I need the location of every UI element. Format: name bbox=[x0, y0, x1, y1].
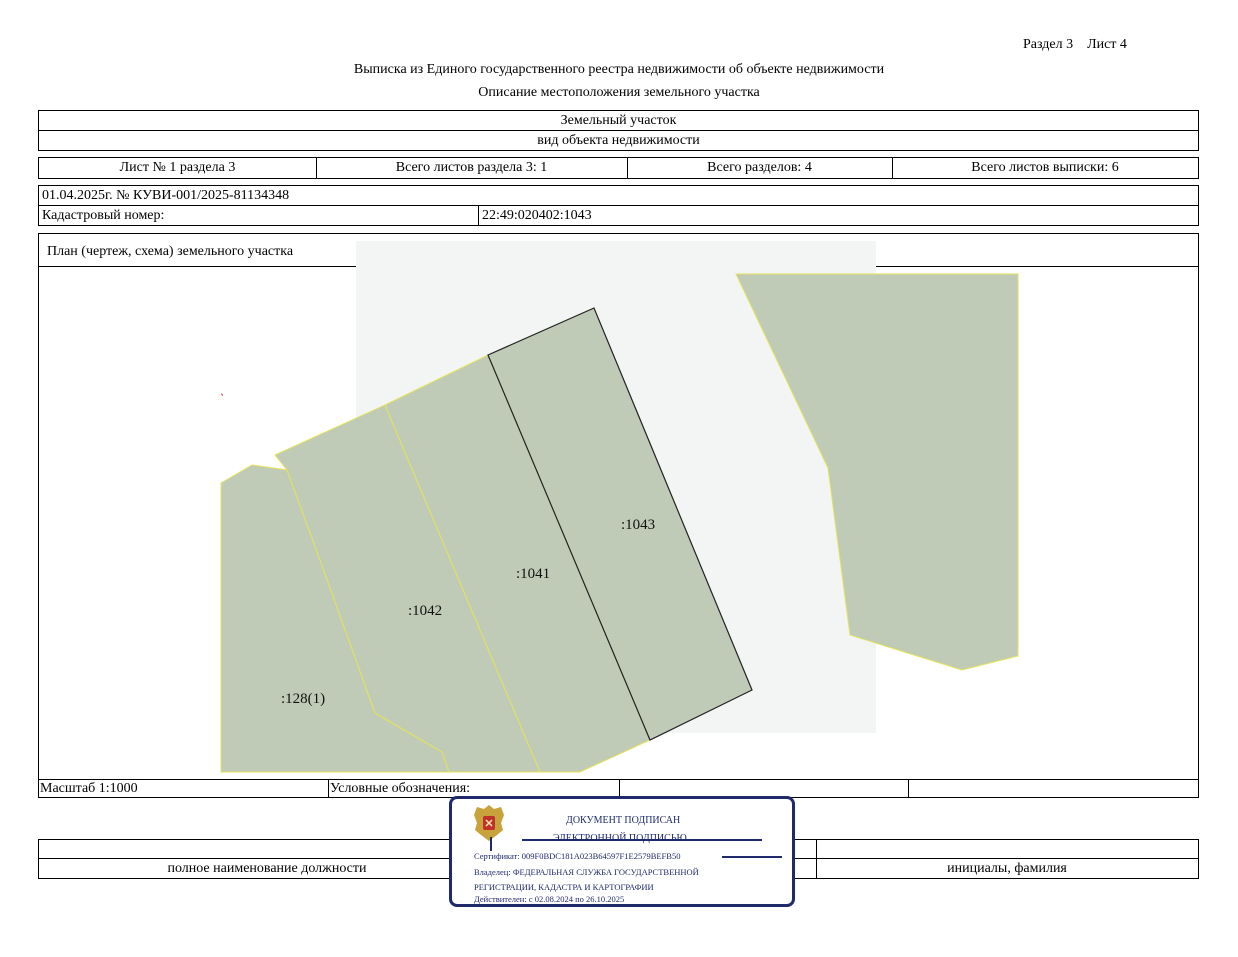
section-sheet-label: Раздел 3 Лист 4 bbox=[1023, 37, 1127, 52]
scale-label: Масштаб 1:1000 bbox=[40, 781, 138, 796]
object-type-value: Земельный участок bbox=[560, 113, 677, 128]
parcel-label-1043: :1043 bbox=[621, 517, 656, 533]
sheet-number: Лист № 1 раздела 3 bbox=[119, 160, 236, 175]
red-marker bbox=[221, 393, 223, 396]
object-type-caption: вид объекта недвижимости bbox=[537, 133, 700, 148]
position-caption: полное наименование должности bbox=[167, 861, 367, 876]
cadastral-value: 22:49:020402:1043 bbox=[482, 208, 592, 223]
document-title: Выписка из Единого государственного реестра недвижимости об объекте недвижимости bbox=[353, 62, 885, 77]
total-sheets-section: Всего листов раздела 3: 1 bbox=[395, 160, 548, 175]
stamp-validity: Действителен: с 02.08.2024 по 26.10.2025 bbox=[474, 894, 625, 904]
parcel-label-1042: :1042 bbox=[408, 603, 443, 619]
stamp-line1: ДОКУМЕНТ ПОДПИСАН bbox=[566, 815, 681, 826]
stamp-certificate: Сертификат: 009F0BDC181A023B64597F1E2579BEFB50 bbox=[474, 851, 681, 861]
total-sections: Всего разделов: 4 bbox=[707, 160, 812, 175]
stamp-owner-line1: Владелец: ФЕДЕРАЛЬНАЯ СЛУЖБА ГОСУДАРСТВЕННОЙ bbox=[474, 867, 699, 877]
signature-stamp bbox=[449, 796, 795, 907]
cadastral-label: Кадастровый номер: bbox=[42, 208, 165, 223]
parcel-label-128: :128(1) bbox=[281, 691, 326, 707]
total-sheets: Всего листов выписки: 6 bbox=[971, 160, 1119, 175]
plan-title: План (чертеж, схема) земельного участка bbox=[47, 244, 294, 259]
initials-caption: инициалы, фамилия bbox=[947, 861, 1067, 876]
record-date-number: 01.04.2025г. № КУВИ-001/2025-81134348 bbox=[42, 188, 290, 203]
document-subtitle: Описание местоположения земельного участка bbox=[478, 85, 760, 100]
stamp-line2: ЭЛЕКТРОННОЙ ПОДПИСЬЮ bbox=[553, 833, 687, 844]
coat-of-arms-icon bbox=[472, 803, 506, 843]
stamp-owner-line2: РЕГИСТРАЦИИ, КАДАСТРА И КАРТОГРАФИИ bbox=[474, 882, 654, 892]
legend-label: Условные обозначения: bbox=[330, 781, 471, 796]
parcel-label-1041: :1041 bbox=[516, 566, 551, 582]
